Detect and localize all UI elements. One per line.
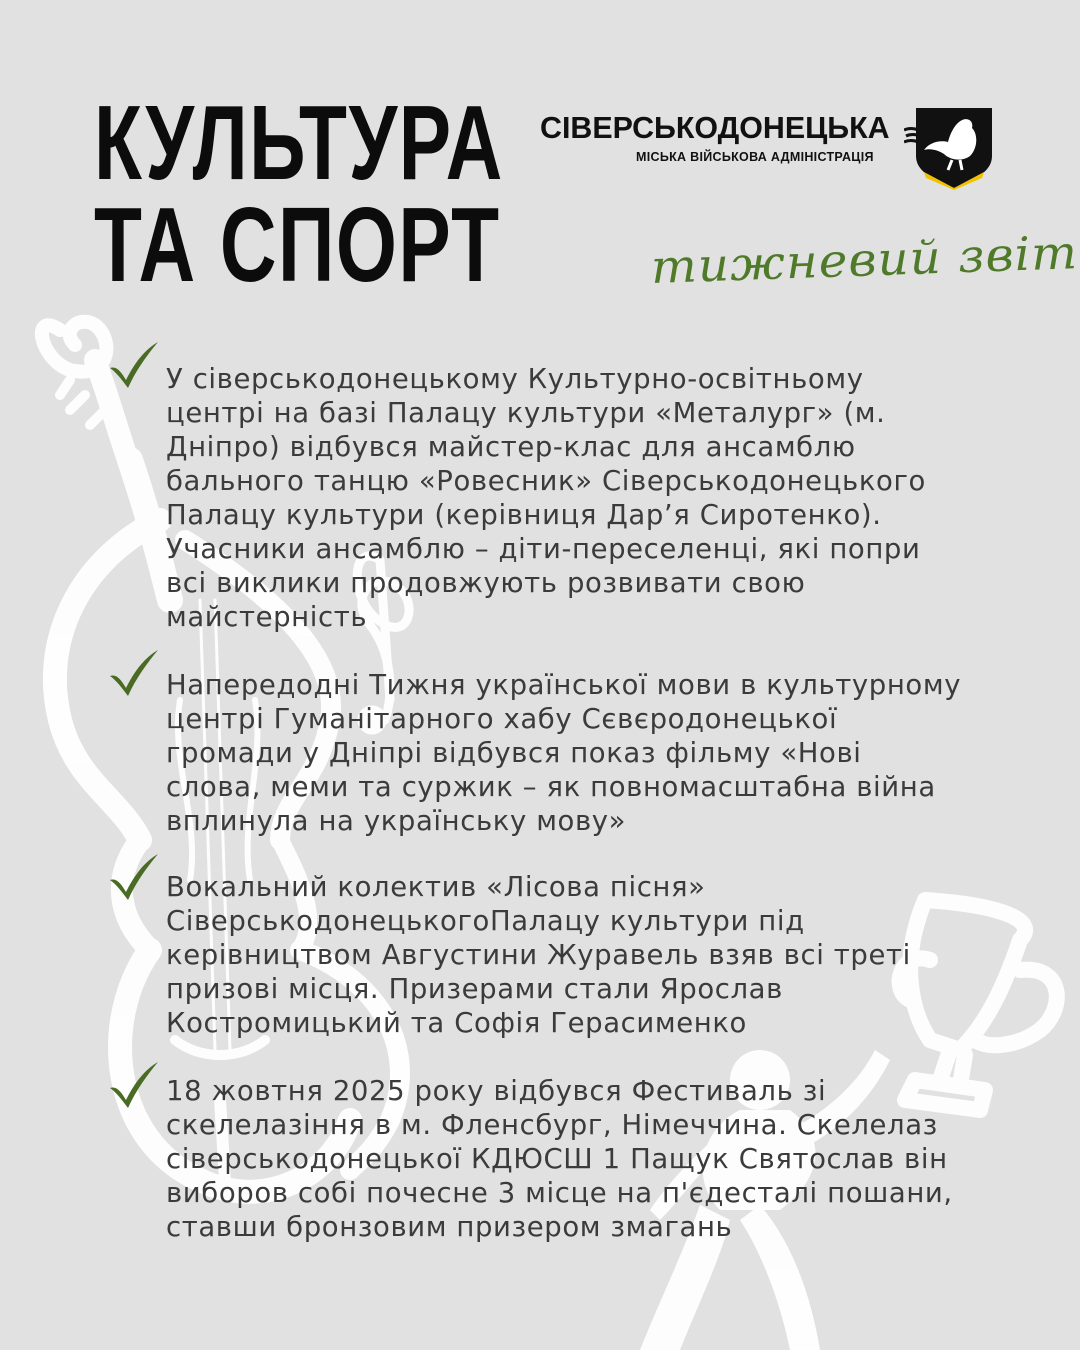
logo-subtitle: МІСЬКА ВІЙСЬКОВА АДМІНІСТРАЦІЯ <box>636 150 874 164</box>
item-text: Вокальний колектив «Лісова пісня» СіверськодонецькогоПалацу культури під керівництвом Августини Журавель взяв всі треті призові місця. Призерами стали Ярослав Костромицький та Софія Герасименко <box>166 871 911 1039</box>
logo <box>540 104 1000 196</box>
title-line-2: ТА СПОРТ <box>94 186 501 304</box>
weekly-report-subtitle: тижневий звіт <box>650 225 1079 294</box>
check-icon <box>108 340 160 388</box>
page-title <box>94 84 504 304</box>
logo-name: СІВЕРСЬКОДОНЕЦЬКА <box>540 110 890 145</box>
check-icon <box>108 648 160 696</box>
check-icon <box>108 1060 160 1108</box>
check-icon <box>108 852 160 900</box>
item-text: Напередодні Тижня української мови в культурному центрі Гуманітарного хабу Сєвєродонецької громади у Дніпрі відбувся показ фільму «Нові слова, меми та суржик – як повномасштабна війна вплинула на українську мову» <box>166 669 962 837</box>
item-text: 18 жовтня 2025 року відбувся Фестиваль зі скелелазіння в м. Фленсбург, Німеччина. Скелелаз сіверськодонецької КДЮСШ 1 Пащук Святослав він виборов собі почесне 3 місце на п'єдесталі пошани, ставши бронзовим призером змагань <box>166 1075 953 1243</box>
item-text: У сіверськодонецькому Культурно-освітньому центрі на базі Палацу культури «Металург» (м. Дніпро) відбувся майстер-клас для ансамблю бального танцю «Ровесник» Сіверськодонецького Палацу культури (керівниця Дар’я Сиротенко). Учасники ансамблю – діти-переселенці, які попри всі виклики продовжують розвивати свою майстерність <box>166 363 926 633</box>
city-emblem-icon <box>904 104 996 192</box>
title-line-1: КУЛЬТУРА <box>94 84 504 202</box>
